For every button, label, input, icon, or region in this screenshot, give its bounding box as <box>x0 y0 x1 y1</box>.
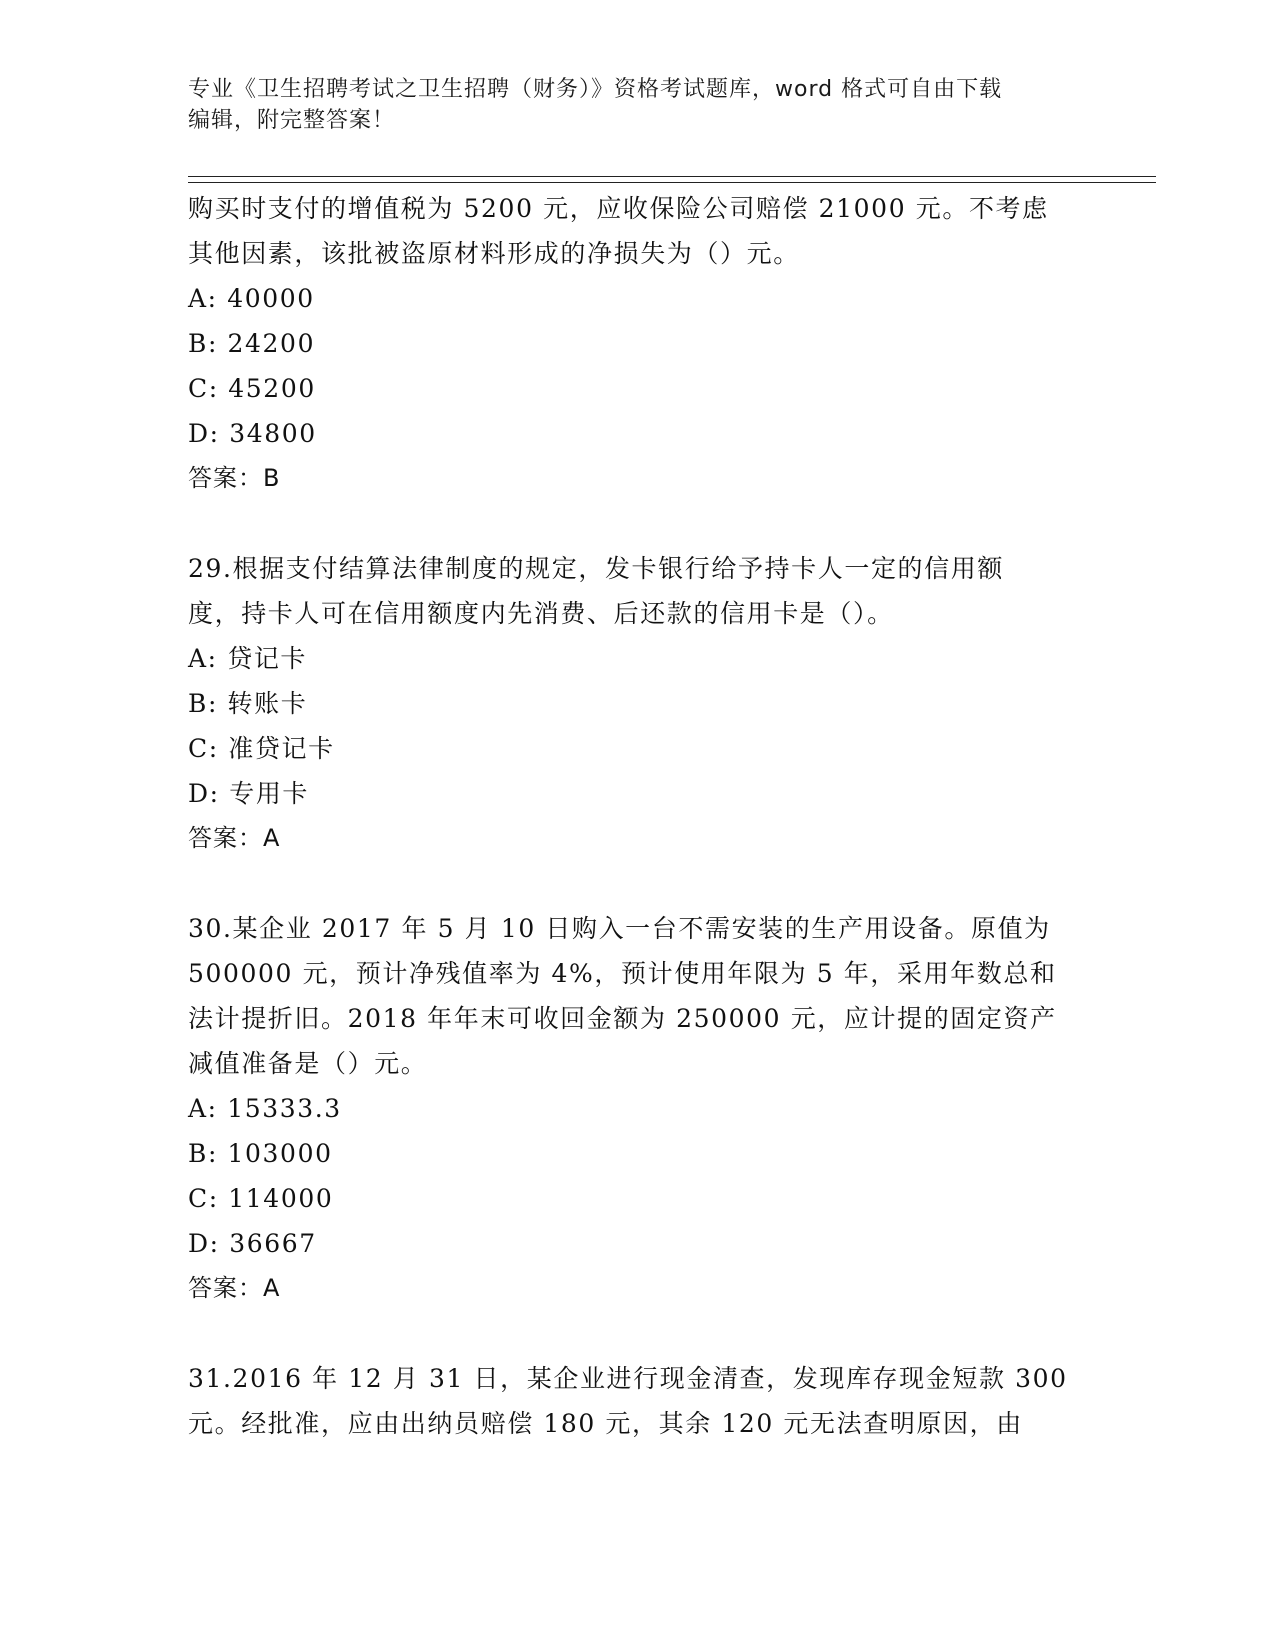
q30-answer: 答案：A <box>188 1274 281 1302</box>
q31-stem-line-2: 元。经批准，应由出纳员赔偿 180 元，其余 120 元无法查明原因，由 <box>188 1409 1023 1438</box>
q29-answer: 答案：A <box>188 824 281 852</box>
q30-stem-line-2: 500000 元，预计净残值率为 4%，预计使用年限为 5 年，采用年数总和 <box>188 959 1057 988</box>
document-header <box>188 74 1088 136</box>
q30-option-b: B: 103000 <box>188 1139 333 1168</box>
q28-option-a: A: 40000 <box>188 284 315 313</box>
header-divider-top <box>188 176 1156 177</box>
q30-option-d: D: 36667 <box>188 1229 317 1258</box>
q28-option-d: D: 34800 <box>188 419 317 448</box>
q30-stem-line-3: 法计提折旧。2018 年年末可收回金额为 250000 元，应计提的固定资产 <box>188 1004 1057 1033</box>
q31-stem-line-1: 31.2016 年 12 月 31 日，某企业进行现金清查，发现库存现金短款 300 <box>188 1364 1068 1393</box>
q28-option-c: C: 45200 <box>188 374 316 403</box>
q29-stem-line-2: 度，持卡人可在信用额度内先消费、后还款的信用卡是（）。 <box>188 599 894 628</box>
q30-stem-line-4: 减值准备是（）元。 <box>188 1049 428 1078</box>
q28-answer: 答案：B <box>188 464 281 492</box>
q30-stem-line-1: 30.某企业 2017 年 5 月 10 日购入一台不需安装的生产用设备。原值为 <box>188 914 1051 943</box>
q28-stem-line-1: 购买时支付的增值税为 5200 元，应收保险公司赔偿 21000 元。不考虑 <box>188 194 1049 223</box>
q29-option-b: B: 转账卡 <box>188 689 308 718</box>
header-line-1: 专业《卫生招聘考试之卫生招聘（财务）》资格考试题库，word 格式可自由下载 <box>188 77 1003 102</box>
q29-option-d: D: 专用卡 <box>188 779 310 808</box>
q30-option-c: C: 114000 <box>188 1184 334 1213</box>
q28-stem-line-2: 其他因素，该批被盗原材料形成的净损失为（）元。 <box>188 239 800 268</box>
q30-option-a: A: 15333.3 <box>188 1094 342 1123</box>
header-divider-bottom <box>188 182 1156 183</box>
q29-stem-line-1: 29.根据支付结算法律制度的规定，发卡银行给予持卡人一定的信用额 <box>188 554 1004 583</box>
q29-option-a: A: 贷记卡 <box>188 644 308 673</box>
q28-option-b: B: 24200 <box>188 329 316 358</box>
header-line-2: 编辑，附完整答案！ <box>188 108 396 133</box>
q29-option-c: C: 准贷记卡 <box>188 734 335 763</box>
